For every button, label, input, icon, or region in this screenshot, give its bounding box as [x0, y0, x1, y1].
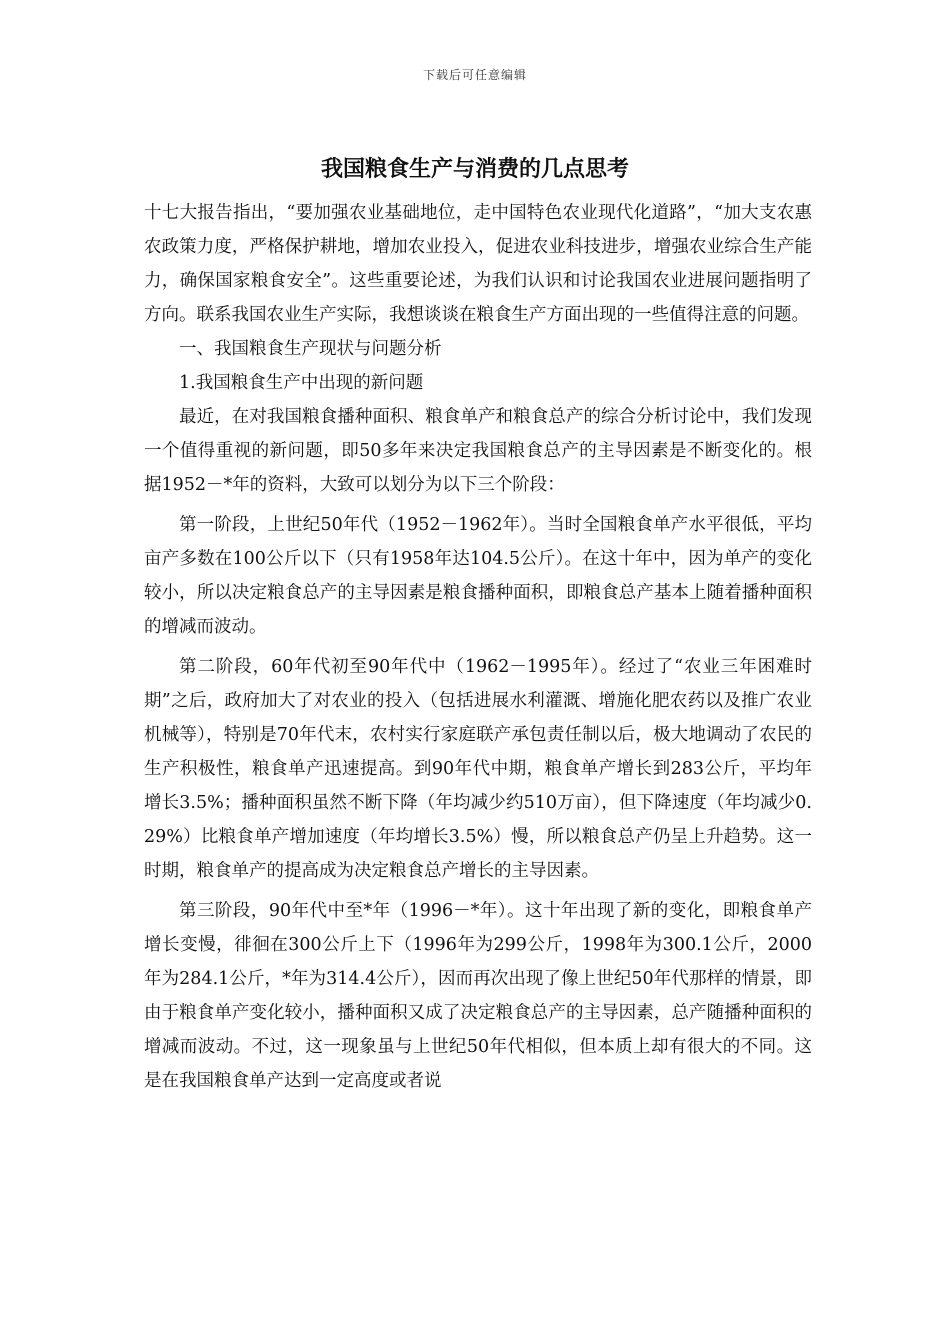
paragraph-stage-one: 第一阶段，上世纪50年代（1952－1962年）。当时全国粮食单产水平很低，平均亩产多数在100公斤以下（只有1958年达104.5公斤）。在这十年中，因为单产的变化较小，所以决定粮食总产的主导因素是粮食播种面积，即粮食总产基本上随着播种面积的增减而波动。	[144, 515, 812, 637]
section-heading-1: 一、我国粮食生产现状与问题分析	[179, 339, 442, 359]
paragraph-stage-two: 第二阶段，60年代初至90年代中（1962－1995年）。经过了“农业三年困难时期”之后，政府加大了对农业的投入（包括进展水利灌溉、增施化肥农药以及推广农业机械等），特别是70年代末，农村实行家庭联产承包责任制以后，极大地调动了农民的生产积极性，粮食单产迅速提高。到90年代中期，粮食单产增长到283公斤，平均年增长3.5%；播种面积虽然不断下降（年均减少约510万亩），但下降速度（年均减少0.29%）比粮食单产增加速度（年均增长3.5%）慢，所以粮食总产仍呈上升趋势。这一时期，粮食单产的提高成为决定粮食总产增长的主导因素。	[144, 657, 812, 881]
paragraph-new-problem: 最近，在对我国粮食播种面积、粮食单产和粮食总产的综合分析讨论中，我们发现一个值得重视的新问题，即50多年来决定我国粮食总产的主导因素是不断变化的。根据1952－*年的资料，大致可以划分为以下三个阶段：	[144, 407, 812, 495]
paragraph-intro: 十七大报告指出，“要加强农业基础地位，走中国特色农业现代化道路”，“加大支农惠农政策力度，严格保护耕地，增加农业投入，促进农业科技进步，增强农业综合生产能力，确保国家粮食安全”。这些重要论述，为我们认识和讨论我国农业进展问题指明了方向。联系我国农业生产实际，我想谈谈在粮食生产方面出现的一些值得注意的问题。	[144, 203, 812, 325]
document-body	[144, 196, 812, 1098]
document-title: 我国粮食生产与消费的几点思考	[320, 157, 629, 182]
subsection-heading-1-1: 1.我国粮食生产中出现的新问题	[179, 373, 424, 393]
header-note: 下载后可任意编辑	[422, 68, 527, 82]
paragraph-stage-three: 第三阶段，90年代中至*年（1996－*年）。这十年出现了新的变化，即粮食单产增长变慢，徘徊在300公斤上下（1996年为299公斤，1998年为300.1公斤，2000年为284.1公斤，*年为314.4公斤），因而再次出现了像上世纪50年代那样的情景，即由于粮食单产变化较小，播种面积又成了决定粮食总产的主导因素，总产随播种面积的增减而波动。不过，这一现象虽与上世纪50年代相似，但本质上却有很大的不同。这是在我国粮食单产达到一定高度或者说	[144, 901, 812, 1091]
